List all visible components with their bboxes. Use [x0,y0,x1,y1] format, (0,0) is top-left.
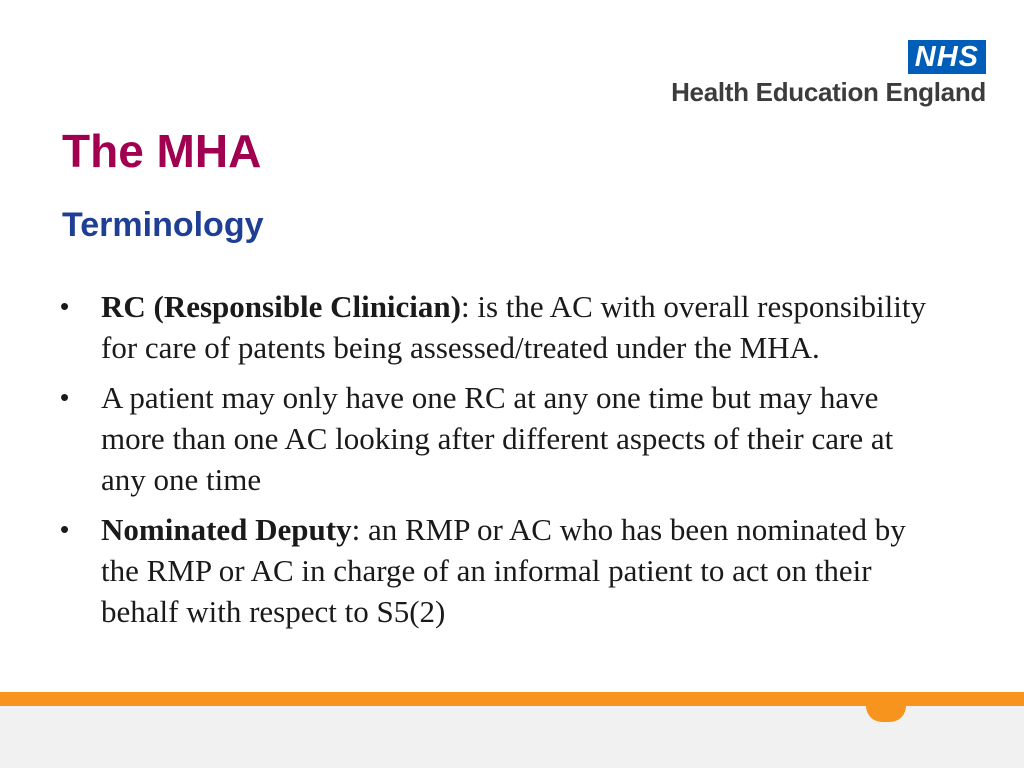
bullet-list [60,286,940,641]
bullet-item [60,377,940,500]
bullet-point-icon: • [60,291,70,321]
slide-subtitle: Terminology [62,206,264,244]
hee-logo [671,40,986,108]
bullet-text: : an RMP or AC who has been nominated by the RMP or AC in charge of an informal patient to act on their behalf with respect to S5(2) [101,512,906,629]
bullet-term: Nominated Deputy [101,512,352,547]
slide-title: The MHA [62,125,262,177]
nhs-badge: NHS [908,40,986,74]
bullet-item [60,286,940,368]
bullet-point-icon: • [60,382,70,412]
bullet-term: RC (Responsible Clinician) [101,289,461,324]
bullet-item [60,509,940,632]
bullet-point-icon: • [60,514,70,544]
bullet-text: : is the AC with overall responsibility for care of patents being assessed/treated under the MHA. [101,289,926,365]
footer-band [0,692,1024,768]
org-name: Health Education England [671,77,986,107]
bullet-text: A patient may only have one RC at any one time but may have more than one AC looking after different aspects of their care at any one time [101,380,894,497]
